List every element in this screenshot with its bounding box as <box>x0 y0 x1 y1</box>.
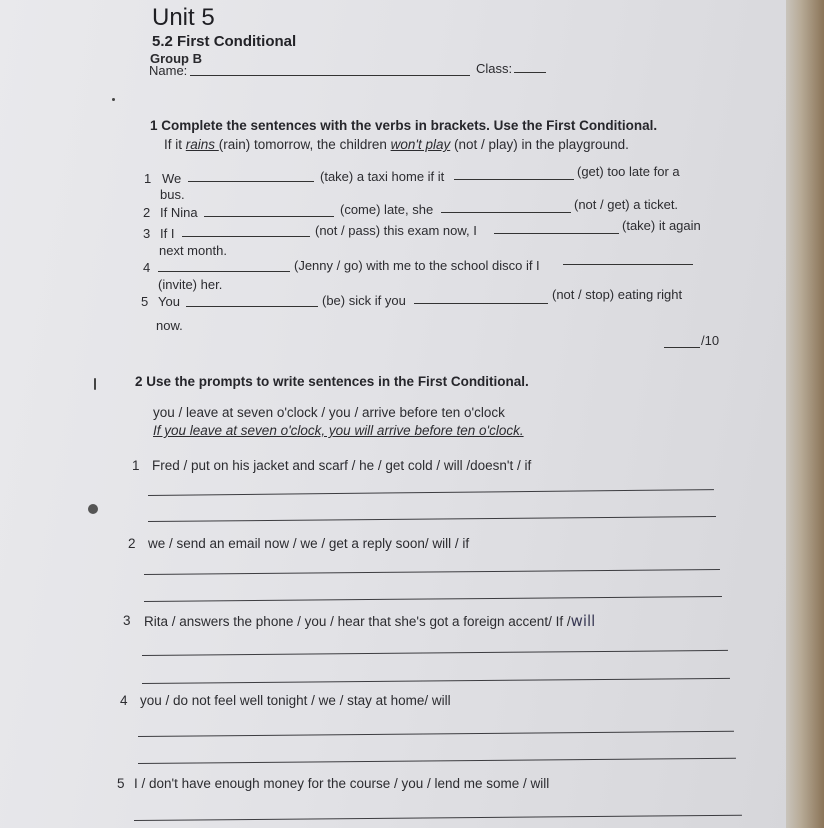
stray-mark <box>88 504 98 514</box>
ex2-item-prompt: I / don't have enough money for the course / you / lend me some / will <box>134 776 550 791</box>
ex1-example-part: (not / play) in the playground. <box>450 137 629 152</box>
ex1-blank[interactable] <box>441 212 571 213</box>
ex1-item-text: (not / pass) this exam now, I <box>315 223 477 238</box>
answer-line[interactable] <box>144 596 722 602</box>
ex1-item-text: If Nina <box>160 205 198 220</box>
answer-line[interactable] <box>138 758 736 764</box>
ex1-blank[interactable] <box>563 264 693 265</box>
ex1-blank[interactable] <box>454 179 574 180</box>
ex1-blank[interactable] <box>188 181 314 182</box>
ex1-example-answer: rains <box>185 137 219 152</box>
ex1-example-part: If it <box>164 137 186 152</box>
ex2-item-prompt: Fred / put on his jacket and scarf / he / get cold / will /doesn't / if <box>152 458 532 473</box>
ex1-item-num: 4 <box>143 260 151 275</box>
ex1-item-num: 5 <box>141 294 149 309</box>
ex2-item-prompt-text: Rita / answers the phone / you / hear that she's got a foreign accent/ If / <box>144 614 571 629</box>
ex1-item-text: (not / get) a ticket. <box>574 197 679 212</box>
ex1-blank[interactable] <box>182 236 310 237</box>
ex2-item-num: 3 <box>123 613 131 628</box>
ex1-blank[interactable] <box>494 233 619 234</box>
ex1-item-num: 2 <box>143 205 151 220</box>
handwritten-answer: will <box>570 612 596 630</box>
ex1-item-text: (take) it again <box>622 218 701 233</box>
class-field[interactable] <box>514 72 546 73</box>
ex1-blank[interactable] <box>158 271 290 272</box>
ex2-item-prompt <box>144 612 595 630</box>
answer-line[interactable] <box>148 516 716 522</box>
ex1-item-text: (not / stop) eating right <box>552 287 683 302</box>
ex2-item-num: 5 <box>117 776 125 791</box>
ex1-item-text: You <box>158 294 180 309</box>
group-label: Group B <box>150 51 202 66</box>
ex1-item-text: (invite) her. <box>158 277 223 292</box>
ex2-example-answer-text: If you leave at seven o'clock, you will arrive before ten o'clock. <box>153 423 524 438</box>
score-total: /10 <box>701 333 720 348</box>
answer-line[interactable] <box>142 678 730 684</box>
ex1-item-text: (Jenny / go) with me to the school disco if I <box>294 258 540 273</box>
ex2-item-prompt: we / send an email now / we / get a reply soon/ will / if <box>148 536 470 551</box>
background-edge <box>786 0 824 828</box>
answer-line[interactable] <box>142 650 728 656</box>
ex1-blank[interactable] <box>414 303 548 304</box>
class-label: Class: <box>476 61 513 76</box>
name-label: Name: <box>149 63 188 78</box>
ex2-example-prompt: you / leave at seven o'clock / you / arrive before ten o'clock <box>153 405 505 420</box>
ex1-blank[interactable] <box>186 306 318 307</box>
ex2-heading: 2 Use the prompts to write sentences in the First Conditional. <box>135 374 529 389</box>
name-field[interactable] <box>190 75 470 76</box>
ex1-example-part: (rain) tomorrow, the children <box>218 137 391 152</box>
ex1-item-text: next month. <box>159 243 227 258</box>
ex1-item-num: 1 <box>144 171 152 186</box>
ex1-item-text: (be) sick if you <box>322 293 406 308</box>
ex1-item-text: (come) late, she <box>340 202 434 217</box>
ex1-item-text: If I <box>160 226 175 241</box>
unit-title: Unit 5 <box>152 4 215 31</box>
answer-line[interactable] <box>144 569 720 575</box>
score-field[interactable] <box>664 347 700 348</box>
ex2-item-num: 1 <box>132 458 140 473</box>
answer-line[interactable] <box>138 731 734 737</box>
ex2-item-num: 4 <box>120 693 128 708</box>
ex1-item-text: (get) too late for a <box>577 164 680 179</box>
ex2-example-answer <box>153 423 524 438</box>
stray-mark <box>112 98 115 101</box>
ex1-item-text: now. <box>156 318 183 333</box>
answer-line[interactable] <box>134 815 742 821</box>
ex2-item-num: 2 <box>128 536 136 551</box>
ex1-blank[interactable] <box>204 216 334 217</box>
ex1-example <box>164 137 629 152</box>
ex1-item-num: 3 <box>143 226 151 241</box>
ex1-item-text: We <box>162 171 182 186</box>
ex1-heading: 1 Complete the sentences with the verbs in brackets. Use the First Conditional. <box>150 118 658 133</box>
ex1-item-text: (take) a taxi home if it <box>320 169 445 184</box>
ex2-item-prompt: you / do not feel well tonight / we / stay at home/ will <box>140 693 451 708</box>
ex1-example-answer: won't play <box>390 137 451 152</box>
answer-line[interactable] <box>148 489 714 496</box>
ex1-item-text: bus. <box>160 187 185 202</box>
lesson-title: 5.2 First Conditional <box>152 33 297 50</box>
stray-mark <box>94 378 96 390</box>
